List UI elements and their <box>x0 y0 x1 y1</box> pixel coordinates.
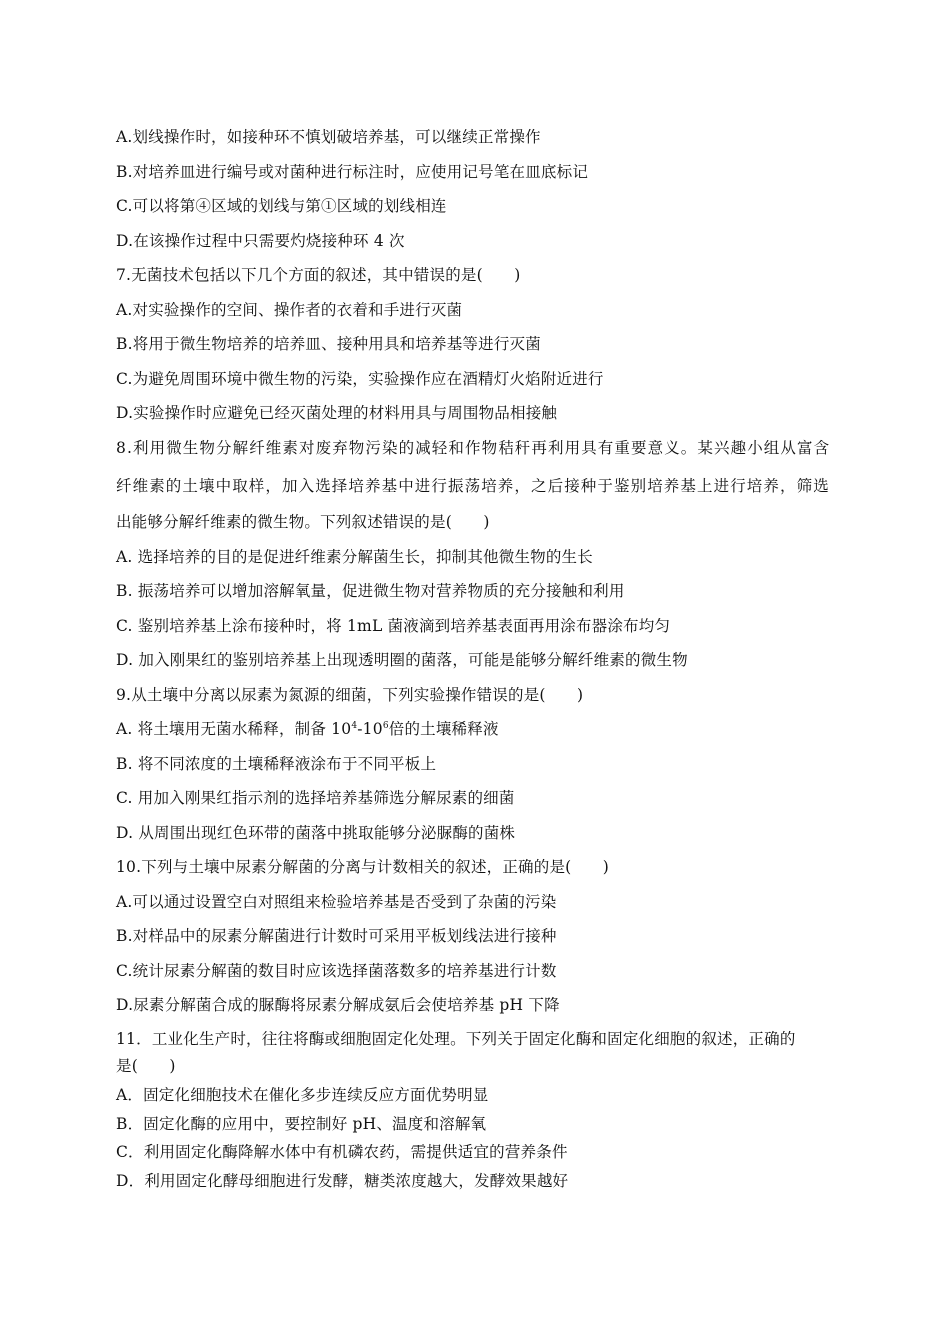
q10-option-b: B.对样品中的尿素分解菌进行计数时可采用平板划线法进行接种 <box>116 927 557 945</box>
q7-option-a: A.对实验操作的空间、操作者的衣着和手进行灭菌 <box>116 301 463 319</box>
q8-stem-line-1: 8.利用微生物分解纤维素对废弃物污染的减轻和作物秸秆再利用具有重要意义。某兴趣小组从富含 <box>116 439 831 457</box>
q6-option-b: B.对培养皿进行编号或对菌种进行标注时，应使用记号笔在皿底标记 <box>116 163 589 181</box>
q10-option-d: D.尿素分解菌合成的脲酶将尿素分解成氨后会使培养基 pH 下降 <box>116 996 560 1014</box>
q11-option-c: C．利用固定化酶降解水体中有机磷农药，需提供适宜的营养条件 <box>116 1143 568 1161</box>
q9-option-a-prefix: A. 将土壤用无菌水稀释，制备 10 <box>116 720 352 738</box>
q11-option-b: B．固定化酶的应用中，要控制好 pH、温度和溶解氧 <box>116 1115 487 1133</box>
q8-stem-line-2: 纤维素的土壤中取样，加入选择培养基中进行振荡培养，之后接种于鉴别培养基上进行培养，筛选 <box>116 477 830 495</box>
q10-stem: 10.下列与土壤中尿素分解菌的分离与计数相关的叙述，正确的是( ) <box>116 858 610 876</box>
q9-exponent-low: 4 <box>351 721 358 731</box>
q10-option-c: C.统计尿素分解菌的数目时应该选择菌落数多的培养基进行计数 <box>116 962 557 980</box>
q6-option-d: D.在该操作过程中只需要灼烧接种环 4 次 <box>116 232 405 250</box>
q9-option-c: C. 用加入刚果红指示剂的选择培养基筛选分解尿素的细菌 <box>116 789 515 807</box>
q9-option-a-dash: -10 <box>357 720 383 738</box>
q11-option-a: A．固定化细胞技术在催化多步连续反应方面优势明显 <box>116 1086 489 1104</box>
q6-option-c: C.可以将第④区域的划线与第①区域的划线相连 <box>116 197 447 215</box>
q8-option-b: B. 振荡培养可以增加溶解氧量，促进微生物对营养物质的充分接触和利用 <box>116 582 625 600</box>
q8-option-c: C. 鉴别培养基上涂布接种时，将 1mL 菌液滴到培养基表面再用涂布器涂布均匀 <box>116 617 671 635</box>
q7-stem: 7.无菌技术包括以下几个方面的叙述，其中错误的是( ) <box>116 266 521 284</box>
q9-option-d: D. 从周围出现红色环带的菌落中挑取能够分泌脲酶的菌株 <box>116 824 516 842</box>
q9-option-b: B. 将不同浓度的土壤稀释液涂布于不同平板上 <box>116 755 437 773</box>
q6-option-a: A.划线操作时，如接种环不慎划破培养基，可以继续正常操作 <box>116 128 541 146</box>
q7-option-c: C.为避免周围环境中微生物的污染，实验操作应在酒精灯火焰附近进行 <box>116 370 604 388</box>
q7-option-b: B.将用于微生物培养的培养皿、接种用具和培养基等进行灭菌 <box>116 335 541 353</box>
q11-stem-line-1: 11．工业化生产时，往往将酶或细胞固定化处理。下列关于固定化酶和固定化细胞的叙述，正确的 <box>116 1030 796 1048</box>
q9-option-a <box>116 719 499 739</box>
q9-exponent-high: 6 <box>382 721 389 731</box>
q10-option-a: A.可以通过设置空白对照组来检验培养基是否受到了杂菌的污染 <box>116 893 557 911</box>
q11-stem-line-2: 是( ) <box>116 1057 176 1075</box>
q11-option-d: D．利用固定化酵母细胞进行发酵，糖类浓度越大，发酵效果越好 <box>116 1172 569 1190</box>
q7-option-d: D.实验操作时应避免已经灭菌处理的材料用具与周围物品相接触 <box>116 404 558 422</box>
q8-stem-line-3: 出能够分解纤维素的微生物。下列叙述错误的是( ) <box>116 513 490 531</box>
q8-option-d: D. 加入刚果红的鉴别培养基上出现透明圈的菌落，可能是能够分解纤维素的微生物 <box>116 651 688 669</box>
q9-option-a-suffix: 倍的土壤稀释液 <box>388 720 499 738</box>
q9-stem: 9.从土壤中分离以尿素为氮源的细菌，下列实验操作错误的是( ) <box>116 686 584 704</box>
q8-option-a: A. 选择培养的目的是促进纤维素分解菌生长，抑制其他微生物的生长 <box>116 548 593 566</box>
